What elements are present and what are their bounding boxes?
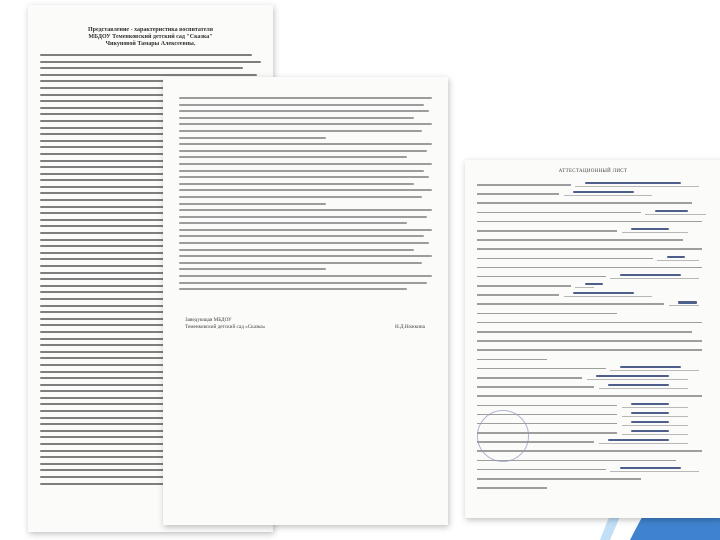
handwritten-entry (631, 403, 668, 405)
form-row (477, 290, 711, 299)
form-fill-underline (622, 434, 688, 435)
form-fill-underline (599, 443, 688, 444)
form-label-line (477, 349, 702, 351)
form-fill-underline (564, 296, 653, 297)
text-line (179, 130, 422, 132)
form-label-line (477, 248, 702, 250)
handwritten-entry (620, 274, 681, 276)
handwritten-entry (573, 292, 634, 294)
signature-org: Теменковский детский сад «Сказка» (185, 324, 266, 330)
form-label-line (477, 294, 559, 296)
form-fill-underline (622, 425, 688, 426)
form-label-line (477, 359, 547, 361)
text-line (179, 242, 429, 244)
form-label-line (477, 340, 702, 342)
handwritten-entry (608, 384, 669, 386)
form-row (477, 382, 711, 391)
document-page-attestation-sheet (465, 160, 720, 518)
form-row (477, 189, 711, 198)
form-row (477, 235, 711, 244)
text-line (179, 163, 432, 165)
form-row (477, 299, 711, 308)
form-fill-underline (610, 278, 699, 279)
form-label-line (477, 322, 702, 324)
form-fill-underline (610, 370, 699, 371)
form-row (477, 483, 711, 492)
form-label-line (477, 377, 582, 379)
document-title (38, 27, 263, 48)
text-line (179, 117, 414, 119)
form-row (477, 272, 711, 281)
form-fill-underline (575, 186, 699, 187)
form-label-line (477, 230, 617, 232)
text-line (179, 249, 414, 251)
handwritten-entry (631, 430, 668, 432)
text-line (179, 110, 429, 112)
document-title-line-3: Чикуновой Тамары Алексеевны. (105, 41, 196, 47)
form-row (477, 474, 711, 483)
form-row (477, 401, 711, 410)
form-label-line (477, 303, 664, 305)
handwritten-entry (631, 412, 668, 414)
text-line (179, 150, 427, 152)
text-line (179, 156, 407, 158)
form-label-line (477, 405, 617, 407)
signature-block (185, 317, 425, 331)
form-row (477, 263, 711, 272)
handwritten-entry (667, 256, 686, 258)
document-title-line-1: Представление - характеристика воспитателя (88, 27, 213, 33)
form-fill-underline (622, 232, 688, 233)
form-label-line (477, 276, 606, 278)
form-row (477, 345, 711, 354)
text-line (179, 216, 427, 218)
text-line (179, 189, 432, 191)
form-row (477, 336, 711, 345)
handwritten-entry (585, 283, 604, 285)
text-line (179, 123, 432, 125)
signature-name: Н.Д.Ножкина (394, 324, 425, 330)
handwritten-entry (631, 228, 668, 230)
form-row (477, 364, 711, 373)
form-row (477, 391, 711, 400)
form-label-line (477, 313, 617, 315)
text-line (40, 232, 177, 234)
handwritten-entry (596, 375, 669, 377)
form-fill-underline (657, 260, 699, 261)
form-fill-underline (622, 416, 688, 417)
text-line (40, 61, 261, 63)
text-line (179, 235, 424, 237)
text-line (179, 262, 422, 264)
form-fill-underline (610, 471, 699, 472)
text-line (179, 275, 432, 277)
text-line (40, 364, 177, 366)
form-row (477, 465, 711, 474)
document-body-text (163, 77, 448, 290)
form-label-line (477, 386, 594, 388)
text-line (179, 183, 414, 185)
form-label-line (477, 239, 683, 241)
text-line (179, 255, 432, 257)
form-label-line (477, 221, 702, 223)
form-fill-underline (645, 214, 706, 215)
text-line (179, 143, 432, 145)
form-row (477, 309, 711, 318)
form-label-line (477, 368, 606, 370)
text-line (40, 298, 177, 300)
form-label-line (477, 258, 653, 260)
form-fill-underline (587, 379, 688, 380)
text-line (179, 229, 432, 231)
attestation-title: АТТЕСТАЦИОННЫЙ ЛИСТ (558, 169, 628, 174)
handwritten-entry (678, 301, 697, 303)
form-label-line (477, 193, 559, 195)
form-row (477, 355, 711, 364)
form-row (477, 208, 711, 217)
form-label-line (477, 267, 702, 269)
text-line (179, 222, 407, 224)
form-label-line (477, 487, 547, 489)
text-line (179, 203, 326, 205)
form-row (477, 226, 711, 235)
form-label-line (477, 469, 606, 471)
handwritten-entry (608, 439, 669, 441)
text-line (40, 430, 177, 432)
form-fill-underline (599, 388, 688, 389)
form-row (477, 281, 711, 290)
form-row (477, 244, 711, 253)
text-line (179, 282, 427, 284)
text-line (40, 74, 257, 76)
form-row (477, 198, 711, 207)
text-line (40, 166, 177, 168)
form-label-line (477, 202, 692, 204)
text-line (179, 196, 422, 198)
handwritten-entry (620, 467, 681, 469)
stamp-seal (477, 410, 529, 462)
text-line (179, 268, 326, 270)
form-label-line (477, 395, 702, 397)
form-label-line (477, 478, 641, 480)
form-row (477, 318, 711, 327)
text-line (179, 176, 429, 178)
text-line (179, 209, 432, 211)
handwritten-entry (655, 210, 688, 212)
form-row (477, 327, 711, 336)
text-line (179, 104, 424, 106)
text-line (40, 67, 243, 69)
text-line (179, 170, 424, 172)
form-fill-underline (669, 305, 699, 306)
text-line (40, 100, 177, 102)
text-line (179, 288, 407, 290)
form-row (477, 373, 711, 382)
form-label-line (477, 285, 571, 287)
form-fill-underline (575, 287, 594, 288)
form-row (477, 180, 711, 189)
form-row (477, 217, 711, 226)
text-line (40, 54, 252, 56)
handwritten-entry (631, 421, 668, 423)
handwritten-entry (573, 191, 634, 193)
text-line (179, 137, 326, 139)
handwritten-entry (620, 366, 681, 368)
text-line (179, 97, 432, 99)
form-label-line (477, 331, 692, 333)
signature-role: Заведующая МБДОУ (185, 317, 232, 323)
form-fill-underline (564, 195, 653, 196)
form-label-line (477, 184, 571, 186)
form-row (477, 254, 711, 263)
document-title-line-2: МБДОУ Теменковский детский сад "Сказка" (88, 34, 213, 40)
form-label-line (477, 212, 641, 214)
handwritten-entry (585, 182, 681, 184)
form-fill-underline (622, 407, 688, 408)
document-page-continuation (163, 77, 448, 525)
